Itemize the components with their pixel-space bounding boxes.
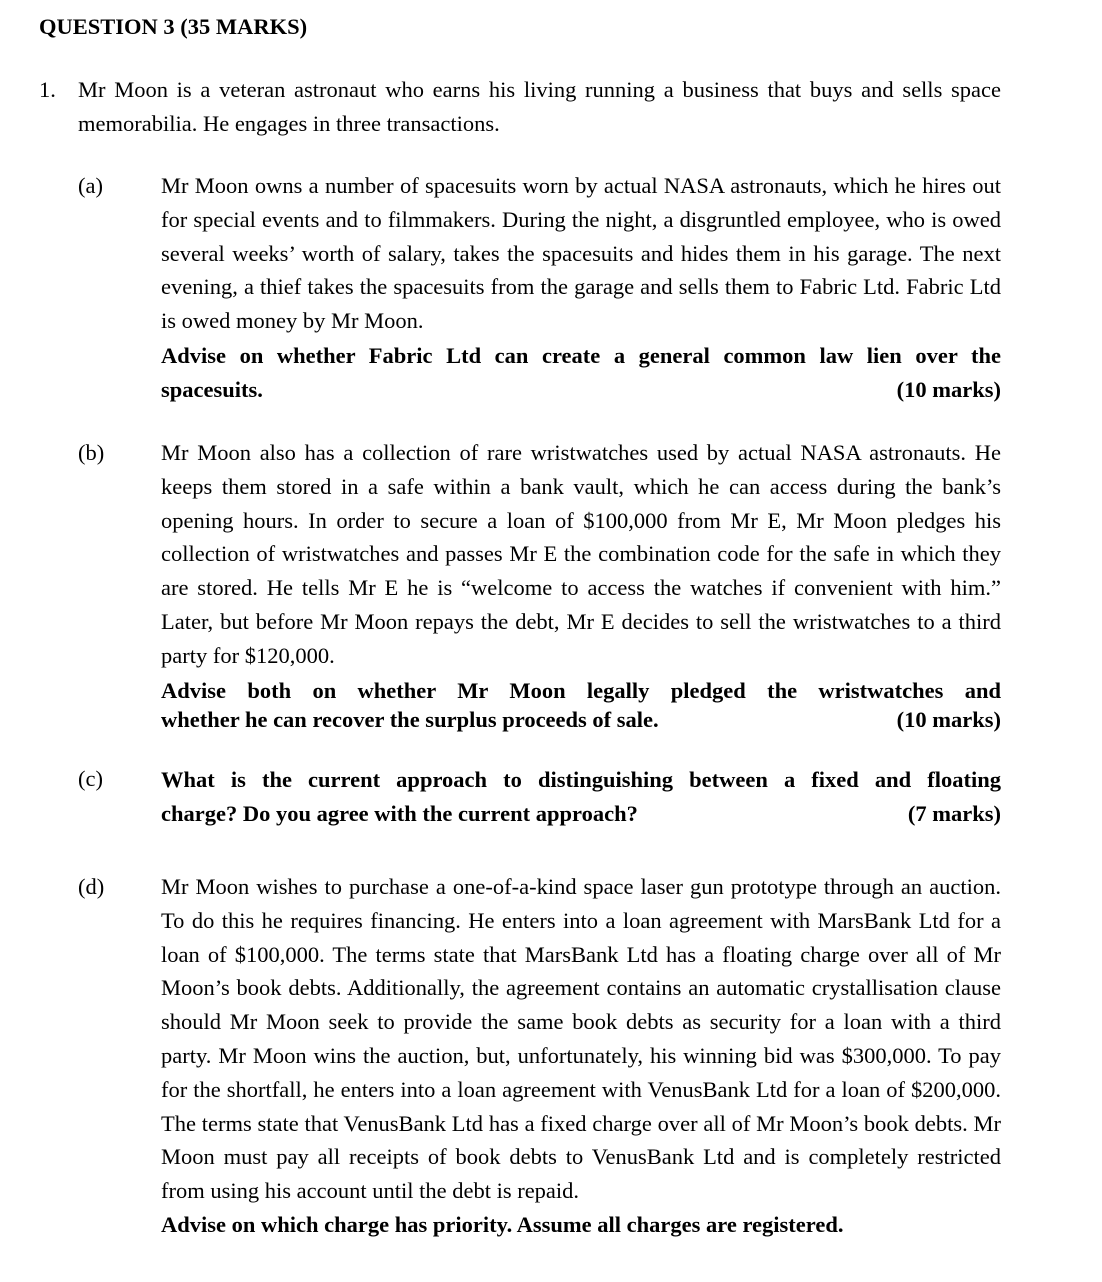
sub-question-label: (b) bbox=[78, 440, 105, 465]
instruction-line: whether he can recover the surplus proceeds of sale. bbox=[161, 706, 659, 732]
sub-question-instruction: Advise on which charge has priority. Assume all charges are registered. bbox=[161, 1211, 844, 1237]
sub-question-b bbox=[78, 436, 1001, 734]
question-intro bbox=[39, 73, 1001, 141]
sub-question-label: (a) bbox=[78, 173, 103, 198]
question-heading: QUESTION 3 (35 MARKS) bbox=[39, 14, 308, 39]
sub-question-a bbox=[78, 169, 1001, 407]
instruction-line: Advise on whether Fabric Ltd can create a general common law lien over the bbox=[161, 342, 1001, 368]
marks-label: (7 marks) bbox=[907, 800, 1001, 826]
instruction-line: charge? Do you agree with the current approach? bbox=[161, 800, 638, 826]
sub-question-body: Mr Moon wishes to purchase a one-of-a-kind space laser gun prototype through an auction. To do this he requires financing. He enters into a loan agreement with MarsBank Ltd for a loan of $100,000. The terms state that MarsBank Ltd has a floating charge over all of Mr Moon’s book debts. Additionally, the agreement contains an automatic crystallisation clause should Mr Moon seek to provide the same book debts as security for a loan with a third party. Mr Moon wins the auction, but, unfortunately, his winning bid was $300,000. To pay for the shortfall, he enters into a loan agreement with VenusBank Ltd for a loan of $200,000. The terms state that VenusBank Ltd has a fixed charge over all of Mr Moon’s book debts. Mr Moon must pay all receipts of book debts to VenusBank Ltd and is completely restricted from using his account until the debt is repaid. bbox=[161, 874, 1001, 1204]
sub-question-instruction bbox=[161, 339, 1001, 407]
sub-question-instruction bbox=[161, 676, 1001, 734]
instruction-line: What is the current approach to distinguishing between a fixed and floating bbox=[161, 767, 1001, 792]
sub-question-label: (c) bbox=[78, 766, 103, 791]
marks-label: (10 marks) bbox=[896, 376, 1001, 402]
question-number: 1. bbox=[39, 77, 56, 102]
sub-question-instruction bbox=[161, 763, 1001, 831]
instruction-line: Advise both on whether Mr Moon legally pledged the wristwatches and bbox=[161, 677, 1001, 703]
sub-question-d bbox=[78, 870, 1001, 1242]
marks-label: (10 marks) bbox=[896, 706, 1001, 732]
sub-question-body: Mr Moon owns a number of spacesuits worn by actual NASA astronauts, which he hires out for special events and to filmmakers. During the night, a disgruntled employee, who is owed several weeks’ worth of salary, takes the spacesuits and hides them in his garage. The next evening, a thief takes the spacesuits from the garage and sells them to Fabric Ltd. Fabric Ltd is owed money by Mr Moon. bbox=[161, 173, 1001, 334]
instruction-line: spacesuits. bbox=[161, 376, 263, 402]
sub-question-label: (d) bbox=[78, 874, 105, 899]
sub-question-body: Mr Moon also has a collection of rare wristwatches used by actual NASA astronauts. He keeps them stored in a safe within a bank vault, which he can access during the bank’s opening hours. In order to secure a loan of $100,000 from Mr E, Mr Moon pledges his collection of wristwatches and passes Mr E the combination code for the safe in which they are stored. He tells Mr E he is “welcome to access the watches if convenient with him.” Later, but before Mr Moon repays the debt, Mr E decides to sell the wristwatches to a third party for $120,000. bbox=[161, 440, 1001, 668]
intro-text: Mr Moon is a veteran astronaut who earns his living running a business that buys and sells space memorabilia. He engages in three transactions. bbox=[78, 77, 1001, 136]
sub-question-c bbox=[78, 762, 1001, 831]
